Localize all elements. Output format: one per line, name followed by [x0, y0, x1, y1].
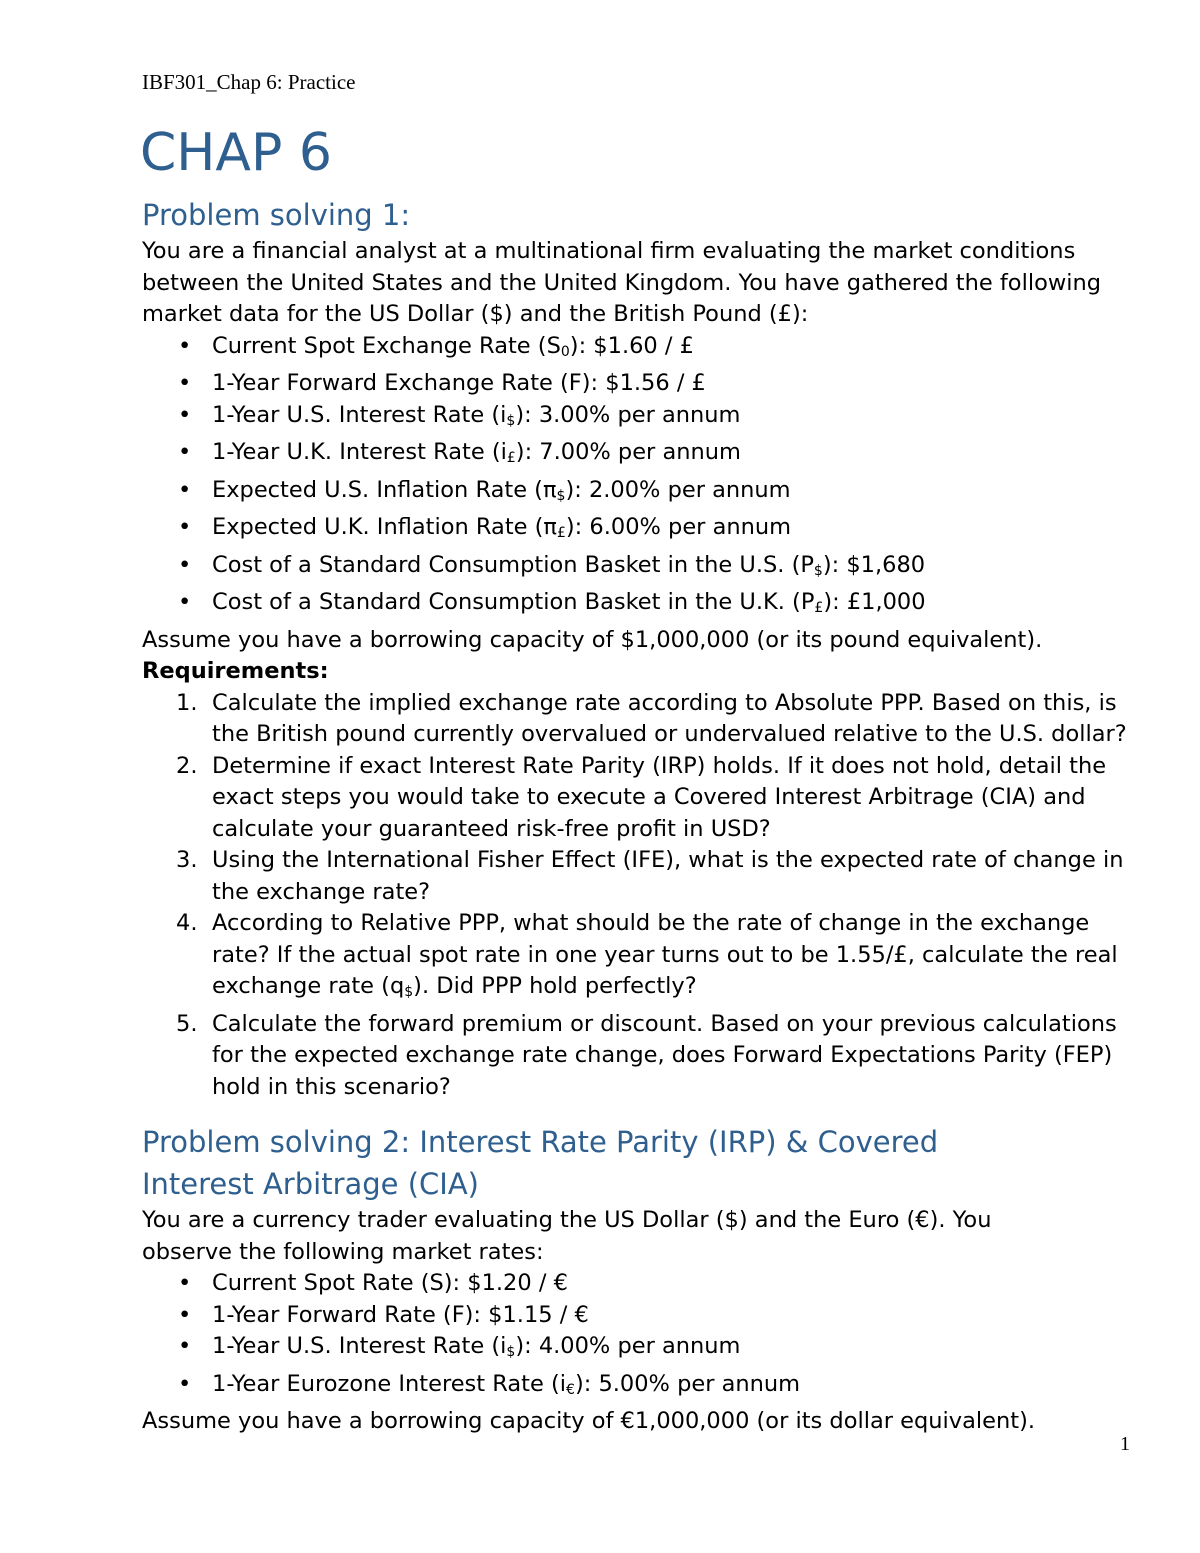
requirement-item: [142, 688, 1132, 751]
page-number: 1: [1120, 1433, 1130, 1455]
problem-2-assumption: Assume you have a borrowing capacity of €1,000,000 (or its dollar equivalent).: [142, 1408, 1036, 1434]
item-text-tail: ): 4.00% per annum: [515, 1333, 741, 1359]
requirements-label: Requirements:: [142, 658, 329, 684]
page-header: IBF301_Chap 6: Practice: [142, 70, 356, 94]
subscript: £: [556, 525, 566, 541]
item-text-tail: ): 3.00% per annum: [515, 401, 741, 428]
item-text: Cost of a Standard Consumption Basket in the U.S. (P: [212, 551, 814, 578]
item-text: Calculate the forward premium or discount. Based on your previous calculations for the expected exchange rate change, does Forward Expectations Parity (FEP) hold in this scenario?: [212, 1010, 1117, 1100]
item-text: 1-Year Forward Exchange Rate (F): $1.56 / £: [212, 370, 706, 396]
item-text-tail: ): £1,000: [823, 589, 926, 615]
item-text-tail: ): 2.00% per annum: [565, 476, 791, 503]
item-text: Calculate the implied exchange rate according to Absolute PPP. Based on this, is the British pound currently overvalued or undervalued relative to the U.S. dollar?: [212, 689, 1127, 747]
bullet-item: [142, 400, 1142, 438]
requirement-item: [142, 1009, 1132, 1104]
subscript: €: [566, 1381, 575, 1398]
requirement-item: [142, 751, 1132, 846]
item-text: 1-Year U.K. Interest Rate (i: [212, 439, 507, 465]
problem-2-heading: Problem solving 2: Interest Rate Parity (IRP) & Covered Interest Arbitrage (CIA): [142, 1125, 939, 1201]
item-text-tail: ): 6.00% per annum: [565, 514, 792, 540]
requirement-number: 2.: [176, 752, 198, 779]
item-text-tail: ): $1,680: [822, 551, 926, 578]
item-text-tail: ). Did PPP hold perfectly?: [413, 973, 697, 999]
subscript: $: [506, 1344, 516, 1360]
item-text: Cost of a Standard Consumption Basket in the U.K. (P: [212, 589, 815, 615]
subscript: $: [813, 562, 823, 579]
problem-1-heading: Problem solving 1:: [142, 198, 411, 232]
problem-2-section: [142, 1121, 1142, 1438]
subscript: $: [404, 984, 414, 1000]
requirements-list: [142, 688, 1132, 1104]
item-text: 1-Year U.S. Interest Rate (i: [212, 1333, 507, 1359]
requirement-item: [142, 845, 1132, 908]
bullet-item: [142, 1369, 1142, 1407]
bullet-item: [142, 475, 1142, 513]
item-text: According to Relative PPP, what should be the rate of change in the exchange rate? If the actual spot rate in one year turns out to be 1.55/£, calculate the real exchange rate (q: [212, 910, 1118, 999]
bullet-item: [142, 368, 1142, 400]
bullet-item: [142, 1268, 1142, 1300]
problem-2-data-list: [142, 1268, 1142, 1406]
subscript: $: [556, 487, 566, 504]
bullet-item: [142, 1331, 1142, 1369]
bullet-item: [142, 1300, 1142, 1332]
requirement-number: 5.: [176, 1010, 198, 1037]
bullet-item: [142, 550, 1142, 588]
item-text-tail: ): 5.00% per annum: [574, 1370, 801, 1397]
problem-2-intro: You are a currency trader evaluating the US Dollar ($) and the Euro (€). You observe the following market rates:: [142, 1207, 992, 1265]
subscript: 0: [560, 343, 570, 360]
item-text: Expected U.K. Inflation Rate (π: [212, 514, 557, 540]
requirement-item: [142, 908, 1132, 1009]
item-text: 1-Year Eurozone Interest Rate (i: [212, 1370, 567, 1397]
item-text: Using the International Fisher Effect (IFE), what is the expected rate of change in the exchange rate?: [212, 847, 1124, 905]
subscript: £: [506, 450, 516, 466]
item-text-tail: ): 7.00% per annum: [515, 439, 741, 465]
problem-1-data-list: [142, 331, 1142, 625]
problem-1-section: [142, 194, 1142, 1103]
item-text-tail: ): $1.60 / £: [569, 332, 694, 359]
item-text: Current Spot Exchange Rate (S: [212, 332, 561, 359]
bullet-item: [142, 587, 1142, 625]
subscript: £: [814, 600, 824, 616]
item-text: 1-Year Forward Rate (F): $1.15 / €: [212, 1301, 589, 1328]
requirement-number: 3.: [176, 847, 198, 873]
item-text: 1-Year U.S. Interest Rate (i: [212, 401, 507, 428]
problem-1-assumption: Assume you have a borrowing capacity of $1,000,000 (or its pound equivalent).: [142, 626, 1043, 653]
requirement-number: 1.: [176, 689, 198, 716]
bullet-item: [142, 512, 1142, 550]
item-text: Current Spot Rate (S): $1.20 / €: [212, 1270, 568, 1296]
problem-1-intro: You are a financial analyst at a multinational firm evaluating the market conditions between the United States and the United Kingdom. You have gathered the following market data for the US Dollar ($) and the British Pound (£):: [142, 238, 1102, 327]
requirement-number: 4.: [176, 910, 198, 936]
chapter-title: CHAP 6: [140, 123, 332, 183]
bullet-item: [142, 437, 1142, 475]
subscript: $: [506, 412, 516, 429]
bullet-item: [142, 331, 1142, 369]
item-text: Expected U.S. Inflation Rate (π: [212, 476, 557, 503]
item-text: Determine if exact Interest Rate Parity (IRP) holds. If it does not hold, detail the exact steps you would take to execute a Covered Interest Arbitrage (CIA) and calculate your guaranteed risk-free profit in USD?: [212, 752, 1107, 842]
